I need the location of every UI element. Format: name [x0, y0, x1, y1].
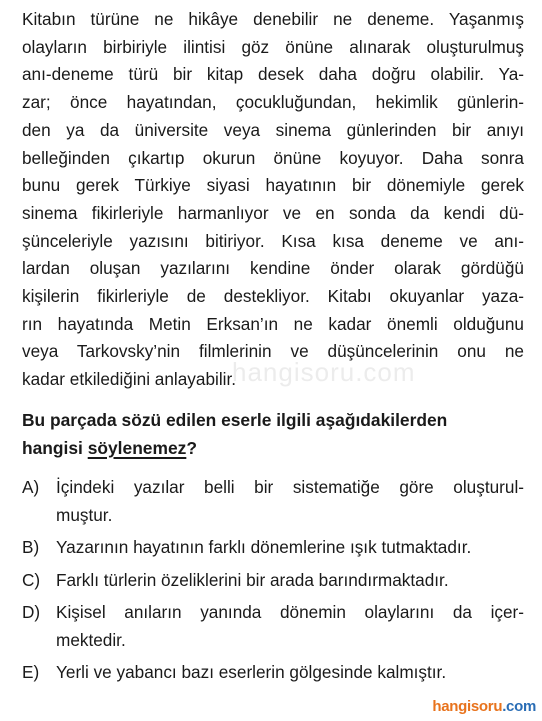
question-line-1: Bu parçada sözü edilen eserle ilgili aşağıdakilerden: [22, 410, 448, 430]
option-e[interactable]: [22, 659, 524, 687]
site-logo[interactable]: [432, 698, 536, 715]
option-letter: B): [22, 537, 40, 558]
negative-keyword: söylenemez: [87, 438, 187, 458]
option-letter: D): [22, 602, 41, 623]
passage-line: belleğinden çıkartıp okurun önüne koyuyor. Daha sonra: [22, 147, 524, 168]
option-line: mektedir.: [56, 629, 126, 650]
option-text: [56, 567, 524, 595]
option-line: Yazarının hayatının farklı dönemlerine ışık tutmaktadır.: [56, 537, 472, 558]
passage-line: kadar etkilediğini anlayabilir.: [22, 369, 237, 390]
passage-line: şünceleriyle yazısını bitiriyor. Kısa kısa deneme ve anı-: [22, 230, 524, 251]
option-line: muştur.: [56, 504, 113, 525]
passage-line: anı-deneme türü bir kitap desek daha doğru olabilir. Ya-: [22, 64, 524, 85]
question-prefix: hangisi: [22, 438, 88, 458]
passage-line: rın hayatında Metin Erksan’ın ne kadar önemli olduğunu: [22, 313, 524, 334]
logo-part-1: hangisoru: [432, 698, 503, 715]
reading-passage: [22, 6, 524, 394]
option-text: [56, 474, 524, 529]
option-letter: A): [22, 477, 40, 497]
option-line: Kişisel anıların yanında dönemin olaylarını da içer-: [56, 602, 524, 623]
option-line: İçindeki yazılar belli bir sistematiğe göre oluşturul-: [56, 477, 524, 497]
option-text: [56, 599, 524, 654]
option-b[interactable]: [22, 534, 524, 562]
passage-line: olayların birbiriyle ilintisi göz önüne alınarak oluşturulmuş: [22, 36, 524, 57]
passage-line: sinema fikirleriyle harmanlıyor ve en sonda da kendi dü-: [22, 202, 524, 223]
passage-line: lardan oluşan yazılarını kendine önder olarak gördüğü: [22, 258, 524, 279]
watermark: hangisoru.com: [232, 357, 416, 387]
passage-line: Kitabın türüne ne hikâye denebilir ne deneme. Yaşanmış: [22, 9, 524, 29]
passage-line: zar; önce hayatından, çocukluğundan, hekimlik günlerin-: [22, 92, 524, 113]
option-text: [56, 659, 524, 687]
passage-line: kişilerin fikirleriyle de destekliyor. Kitabı okuyanlar yaza-: [22, 286, 524, 307]
logo-part-2: .com: [502, 698, 536, 715]
option-text: [56, 534, 524, 562]
question-mark: ?: [186, 438, 197, 458]
option-letter: C): [22, 569, 41, 590]
question-line-2: [22, 434, 524, 462]
option-a[interactable]: [22, 474, 524, 529]
answer-options: [22, 474, 524, 692]
passage-line: veya Tarkovsky’nin filmlerinin ve düşüncelerinin onu ne: [22, 341, 524, 362]
option-letter: E): [22, 662, 40, 683]
option-line: Yerli ve yabancı bazı eserlerin gölgesinde kalmıştır.: [56, 662, 447, 683]
option-line: Farklı türlerin özeliklerini bir arada barındırmaktadır.: [56, 569, 449, 590]
passage-line: den ya da üniversite veya sinema günlerinden bir anıyı: [22, 119, 524, 140]
question-stem: [22, 406, 524, 462]
option-d[interactable]: [22, 599, 524, 654]
passage-line: bunu gerek Türkiye siyasi hayatının bir dönemiyle gerek: [22, 175, 524, 196]
option-c[interactable]: [22, 567, 524, 595]
